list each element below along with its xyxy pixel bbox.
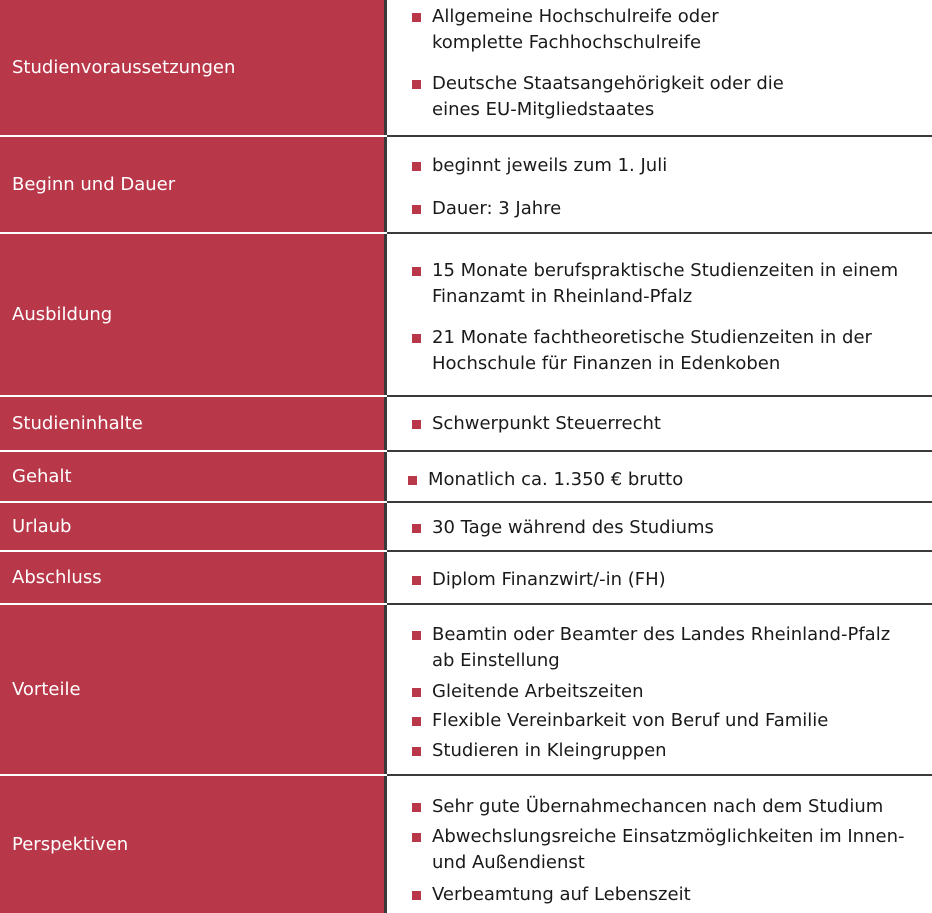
bullet-square-icon: [412, 688, 421, 697]
table-row: [0, 0, 932, 135]
table-row: [0, 137, 932, 232]
bullet-square-icon: [412, 205, 421, 214]
bullet-square-icon: [412, 267, 421, 276]
bullet-square-icon: [412, 162, 421, 171]
row-label: Beginn und Dauer: [0, 137, 384, 232]
table-row: [0, 234, 932, 395]
list-item: Deutsche Staatsangehörigkeit oder die eines EU-Mitgliedstaates: [412, 71, 832, 123]
bullet-square-icon: [412, 803, 421, 812]
row-content: [400, 234, 932, 395]
table-row: [0, 776, 932, 913]
bullet-square-icon: [412, 891, 421, 900]
table-row: [0, 397, 932, 450]
list-item: Studieren in Kleingruppen: [412, 738, 912, 764]
bullet-square-icon: [412, 524, 421, 533]
row-content: [400, 605, 932, 774]
table-row: [0, 452, 932, 501]
row-label: Perspektiven: [0, 776, 384, 913]
bullet-square-icon: [412, 717, 421, 726]
list-item: Monatlich ca. 1.350 € brutto: [408, 467, 908, 493]
bullet-square-icon: [412, 576, 421, 585]
list-item: Verbeamtung auf Lebenszeit: [412, 882, 912, 908]
list-item: Sehr gute Übernahmechancen nach dem Studium: [412, 794, 912, 820]
list-item: Beamtin oder Beamter des Landes Rheinland-Pfalz ab Einstellung: [412, 622, 912, 674]
row-label: Abschluss: [0, 552, 384, 603]
list-item: Schwerpunkt Steuerrecht: [412, 411, 912, 437]
row-label: Studieninhalte: [0, 397, 384, 450]
bullet-square-icon: [412, 747, 421, 756]
bullet-square-icon: [412, 631, 421, 640]
row-content: [400, 776, 932, 913]
row-label: Gehalt: [0, 452, 384, 501]
table-row: [0, 605, 932, 774]
row-content: [400, 137, 932, 232]
row-content: [400, 397, 932, 450]
list-item: Flexible Vereinbarkeit von Beruf und Familie: [412, 708, 912, 734]
row-label: Vorteile: [0, 605, 384, 774]
list-item: Dauer: 3 Jahre: [412, 196, 912, 222]
list-item: 15 Monate berufspraktische Studienzeiten in einem Finanzamt in Rheinland-Pfalz: [412, 258, 912, 310]
row-label: Studienvoraussetzungen: [0, 0, 384, 135]
list-item: beginnt jeweils zum 1. Juli: [412, 153, 912, 179]
row-content: [400, 0, 932, 135]
row-content: [400, 552, 932, 603]
list-item: Diplom Finanzwirt/-in (FH): [412, 567, 912, 593]
list-item: Allgemeine Hochschulreife oder komplette Fachhochschulreife: [412, 4, 812, 56]
bullet-square-icon: [408, 476, 417, 485]
row-label: Ausbildung: [0, 234, 384, 395]
bullet-square-icon: [412, 80, 421, 89]
list-item: 21 Monate fachtheoretische Studienzeiten in der Hochschule für Finanzen in Edenkoben: [412, 325, 872, 377]
row-label: Urlaub: [0, 503, 384, 550]
list-item: Abwechslungsreiche Einsatzmöglichkeiten im Innen- und Außendienst: [412, 824, 912, 876]
list-item: Gleitende Arbeitszeiten: [412, 679, 912, 705]
table-row: [0, 503, 932, 550]
bullet-square-icon: [412, 420, 421, 429]
bullet-square-icon: [412, 334, 421, 343]
list-item: 30 Tage während des Studiums: [412, 515, 912, 541]
bullet-square-icon: [412, 13, 421, 22]
row-content: [400, 503, 932, 550]
bullet-square-icon: [412, 833, 421, 842]
table-row: [0, 552, 932, 603]
row-content: [400, 452, 932, 501]
